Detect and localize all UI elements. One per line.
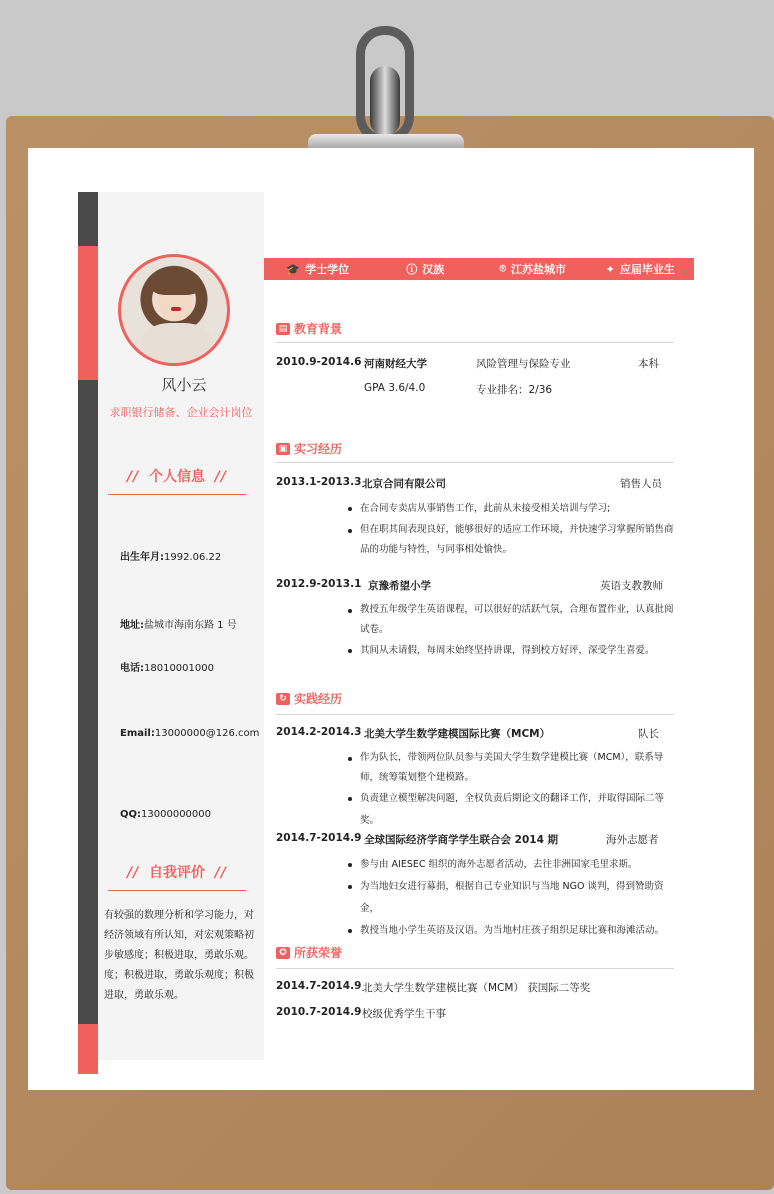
sidebar-accent-stripe: [78, 246, 98, 380]
education-heading: ▤ 教育背景: [276, 320, 342, 337]
practice-bullets: [346, 854, 678, 942]
medal-icon: ✪: [276, 947, 290, 959]
job-objective: 求职银行储备、企业会计岗位: [109, 406, 253, 419]
briefcase-icon: ▣: [276, 443, 290, 455]
qq-row: QQ:13000000000: [120, 809, 212, 820]
divider: [276, 968, 674, 969]
phone-row: 电话:18010001000: [120, 663, 214, 674]
list-item: 教授当地小学生英语及汉语。为当地村庄孩子组织足球比赛和海滩活动。: [346, 920, 678, 942]
divider: [276, 714, 674, 715]
list-item: 负责建立模型解决问题，全权负责后期论文的翻译工作，并取得国际二等奖。: [346, 788, 678, 832]
practice-bullets: [346, 748, 678, 832]
self-eval-text: 有较强的数理分析和学习能力，对经济领域有所认知，对宏观策略初步敏感度；积极进取，勇敢乐观。度；积极进取，勇敢乐观度；积极进取，勇敢乐观。: [104, 910, 254, 1001]
internship-heading: ▣ 实习经历: [276, 440, 342, 457]
banner-status: ✦ 应届毕业生: [605, 262, 675, 276]
list-item: 但在职其间表现良好，能够很好的适应工作环境，并快速学习掌握所销售商品的功能与特性，与同事相处愉快。: [346, 520, 678, 560]
book-icon: ▤: [276, 323, 290, 335]
internship-bullets: [346, 498, 678, 560]
list-item: 为当地妇女进行募捐，根据自己专业知识与当地 NGO 谈判，得到赞助资金，: [346, 876, 678, 920]
avatar: [118, 254, 230, 366]
self-eval-heading: // 自我评价 //: [108, 862, 246, 891]
list-item: 作为队长，带领两位队员参与美国大学生数学建模比赛（MCM），联系导师，统筹策划整个建模路。: [346, 748, 678, 788]
internship-bullets: [346, 600, 678, 662]
list-item: 其间从未请假，每周末始终坚持讲课，得到校方好评，深受学生喜爱。: [346, 640, 678, 662]
list-item: 在合同专卖店从事销售工作，此前从未接受相关培训与学习;: [346, 498, 678, 520]
honors-heading: ✪ 所获荣誉: [276, 944, 342, 961]
banner-location: ⌾ 江苏盐城市: [499, 262, 567, 276]
banner-degree: 🎓 学士学位: [286, 262, 350, 276]
sidebar-accent-stripe-bottom: [78, 1024, 98, 1074]
birth-row: 出生年月:1992.06.22: [120, 552, 222, 563]
resume-paper: 风小云 求职银行储备、企业会计岗位 // 个人信息 // 出生年月:1992.06.22 地址:盐城市海南东路 1 号 电话:18010001000 Email:13000000@126.com QQ:13000000000 // 自我评价 // 有较强的数理分析和学习能力，对经济领域有所认知，对宏观策略初步敏感度；积极进取，勇敢乐观。度；积极进取，勇敢乐观度；积极进取，勇敢乐观。 🎓 学士学位 ⓘ 汉族 ⌾ 江苏盐城市 ✦ 应届毕业生 ▤ 教育背景 2010.9-2014.6 河南财经大学 风险管理与保险专业 本科 GPA 3.6/4.0 专业排名：2/36 ▣ 实习经历 2013.1-2013.3 北京合同有限公司 销售人员 在合同专卖店从事销售工作，此前从未接受相关培训与学习; 但在职其间表现良好，能够很好的适应工作环境，并快速学习掌握所销售商品的功能与特性，与同事相处愉快。 2012.9-2013.1 京豫希望小学 英语支教教师 教授五年级学生英语课程，可以很好的活跃气氛，合理布置作业，认真批阅试卷。 其间从未请假，每周末始终坚持讲课，得到校方好评，深受学生喜爱。 ↻ 实践经历 2014.2-2014.3 北美大学生数学建模国际比赛（MCM） 队长 作为队长，带领两位队员参与美国大学生数学建模比赛（MCM），联系导师，统筹策划整个建模路。 负责建立模型解决问题，全权负责后期论文的翻译工作，并取得国际二等奖。 2014.7-2014.9 全球国际经济学商学学生联合会 2014 期 海外志愿者 参与由 AIESEC 组织的海外志愿者活动，去往非洲国家毛里求斯。 为当地妇女进行募捐，根据自己专业知识与当地 NGO 谈判，得到赞助资金， 教授当地小学生英语及汉语。为当地村庄孩子组织足球比赛和海滩活动。 ✪ 所获荣誉 2014.7-2014.9 北美大学生数学建模比赛（MCM） 获国际二等奖 2010.7-2014.9 校级优秀学生干事: [28, 148, 754, 1090]
candidate-name: 风小云: [161, 376, 207, 394]
list-item: 教授五年级学生英语课程，可以很好的活跃气氛，合理布置作业，认真批阅试卷。: [346, 600, 678, 640]
list-item: 参与由 AIESEC 组织的海外志愿者活动，去往非洲国家毛里求斯。: [346, 854, 678, 876]
info-icon: ⓘ: [406, 263, 418, 276]
summary-banner: [264, 258, 694, 280]
banner-ethnicity: ⓘ 汉族: [406, 263, 445, 276]
divider: [276, 462, 674, 463]
divider: [276, 342, 674, 343]
personal-info-heading: // 个人信息 //: [108, 466, 246, 495]
email-row: Email:13000000@126.com: [120, 728, 260, 739]
location-pin-icon: ⌾: [499, 262, 507, 275]
refresh-icon: ↻: [276, 693, 290, 705]
graduation-cap-icon: 🎓: [286, 262, 301, 276]
address-row: 地址:盐城市海南东路 1 号: [120, 620, 237, 631]
person-walking-icon: ✦: [605, 262, 615, 276]
practice-heading: ↻ 实践经历: [276, 690, 342, 707]
